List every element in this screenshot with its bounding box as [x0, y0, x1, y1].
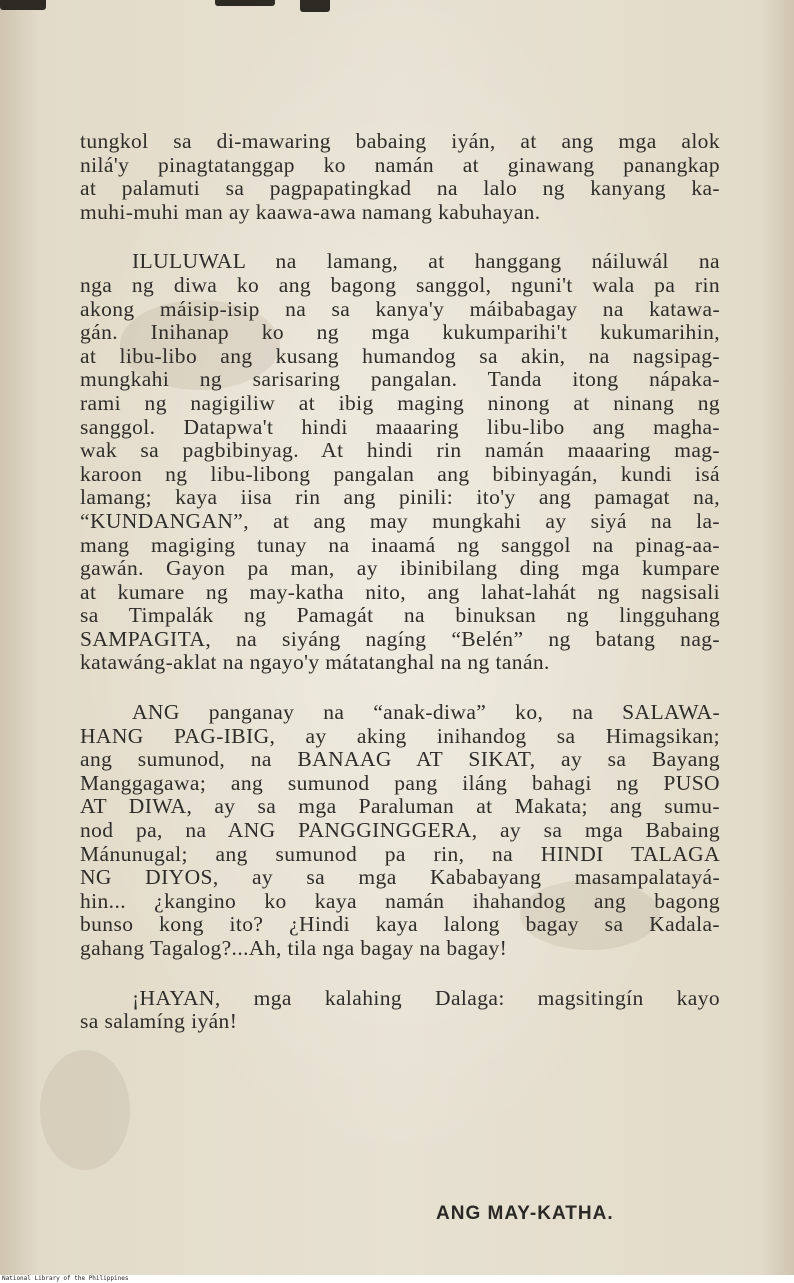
text-line: ¡HAYAN, mga kalahing Dalaga: magsitingín kayo	[132, 985, 720, 1010]
paper-stain	[40, 1050, 130, 1170]
text-line: AT DIWA, ay sa mga Paraluman at Makata; ang sumu-	[80, 794, 720, 819]
text-line: HANG PAG-IBIG, ay aking inihandog sa Himagsikan;	[80, 723, 720, 748]
text-line: lamang; kaya iisa rin ang pinili: ito'y ang pamagat na,	[80, 485, 720, 510]
text-line: ILULUWAL na lamang, at hanggang náiluwál na	[132, 249, 720, 274]
paragraph-4	[80, 987, 720, 1034]
paragraph-2	[80, 250, 720, 675]
text-line: NG DIYOS, ay sa mga Kababayang masampalatayá-	[80, 865, 720, 890]
author-signature: ANG MAY-KATHA.	[436, 1203, 614, 1224]
text-line: at palamuti sa pagpapatingkad na lalo ng kanyang ka-	[80, 176, 720, 201]
text-line: rami ng nagigiliw at ibig maging ninong at ninang ng	[80, 390, 720, 415]
text-line: mang magiging tunay na inaamá ng sanggol na pinag-aa-	[80, 532, 720, 557]
text-line: Mánunugal; ang sumunod pa rin, na HINDI TALAGA	[80, 841, 720, 866]
text-line: tungkol sa di-mawaring babaing iyán, at ang mga alok	[80, 129, 720, 153]
text-line: ang sumunod, na BANAAG AT SIKAT, ay sa Bayang	[80, 747, 720, 772]
text-line: sanggol. Datapwa't hindi maaaring libu-libo ang magha-	[80, 414, 720, 439]
paragraph-1	[80, 130, 720, 224]
text-line: gán. Inihanap ko ng mga kukumparihi't kukumarihin,	[80, 320, 720, 345]
text-line: at kumare ng may-katha nito, ang lahat-lahát ng nagsisali	[80, 579, 720, 604]
scan-edge-mark	[215, 0, 275, 6]
text-line: at libu-libo ang kusang humandog sa akin, na nagsipag-	[80, 343, 720, 368]
text-line: bunso kong ito? ¿Hindi kaya lalong bagay sa Kadala-	[80, 912, 720, 937]
text-line: mungkahi ng sarisaring pangalan. Tanda itong nápaka-	[80, 367, 720, 392]
text-line: Manggagawa; ang sumunod pang iláng bahagi ng PUSO	[80, 770, 720, 795]
text-line: nod pa, na ANG PANGGINGGERA, ay sa mga Babaing	[80, 818, 720, 843]
text-line: gahang Tagalog?...Ah, tila nga bagay na bagay!	[80, 936, 508, 960]
paragraph-3	[80, 701, 720, 961]
text-line: “KUNDANGAN”, at ang may mungkahi ay siyá na la-	[80, 508, 720, 533]
text-line: karoon ng libu-libong pangalan ang bibinyagán, kundi isá	[80, 461, 720, 486]
scan-edge-mark	[300, 0, 330, 12]
text-line: muhi-muhi man ay kaawa-awa namang kabuhayan.	[80, 199, 541, 224]
text-line: akong máisip-isip na sa kanya'y máibabagay na katawa-	[80, 296, 720, 321]
footer-bar	[0, 1275, 794, 1283]
text-line: katawáng-aklat na ngayo'y mátatanghal na ng tanán.	[80, 650, 550, 675]
library-credit: National Library of the Philippines	[2, 1275, 129, 1282]
text-line: sa Timpalák ng Pamagát na binuksan ng lingguhang	[80, 603, 720, 628]
text-line: gawán. Gayon pa man, ay ibinibilang ding mga kumpare	[80, 556, 720, 581]
scan-edge-mark	[0, 0, 46, 10]
text-line: hin... ¿kangino ko kaya namán ihahandog ang bagong	[80, 888, 720, 913]
text-line: nga ng diwa ko ang bagong sanggol, nguni't wala pa rin	[80, 272, 720, 297]
text-line: wak sa pagbibinyag. At hindi rin namán maaaring mag-	[80, 438, 720, 463]
text-line: nilá'y pinagtatanggap ko namán at ginawang panangkap	[80, 152, 720, 177]
text-line: SAMPAGITA, na siyáng nagíng “Belén” ng batang nag-	[80, 626, 720, 651]
text-line: sa salamíng iyán!	[80, 1009, 238, 1034]
text-line: ANG panganay na “anak-diwa” ko, na SALAWA-	[132, 700, 720, 725]
body-text	[80, 130, 720, 1034]
